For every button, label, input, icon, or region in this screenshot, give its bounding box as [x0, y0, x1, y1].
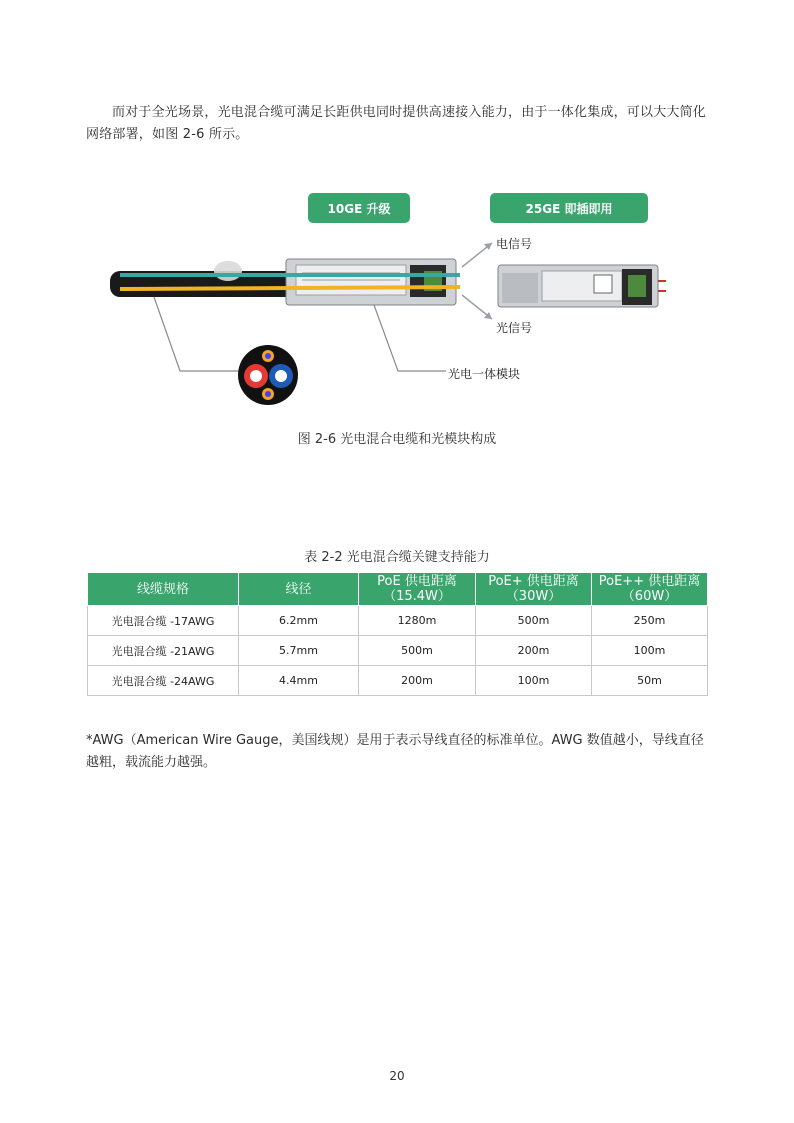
cell-poe-plus-plus: 100m	[592, 636, 708, 666]
awg-footnote: *AWG（American Wire Gauge，美国线规）是用于表示导线直径的标准单位。AWG 数值越小，导线直径越粗，载流能力越强。	[86, 733, 704, 770]
table-row	[88, 636, 708, 666]
cell-poe-plus: 100m	[476, 666, 592, 696]
cell-poe-plus: 500m	[476, 606, 592, 636]
cell-spec: 光电混合缆 -17AWG	[88, 606, 239, 636]
header-poe-plus-plus: PoE++ 供电距离 （60W）	[592, 573, 708, 606]
table-row	[88, 606, 708, 636]
cell-diameter: 4.4mm	[239, 666, 359, 696]
page-number: 20	[389, 1069, 405, 1083]
cell-diameter: 5.7mm	[239, 636, 359, 666]
cell-spec: 光电混合缆 -21AWG	[88, 636, 239, 666]
figure-caption: 图 2-6 光电混合电缆和光模块构成	[297, 432, 497, 447]
cell-poe-plus-plus: 50m	[592, 666, 708, 696]
header-poe-plus: PoE+ 供电距离 （30W）	[476, 573, 592, 606]
pill-25ge-plug-and-play: 25GE 即插即用	[490, 193, 648, 223]
module-10ge	[286, 259, 456, 305]
cell-poe: 200m	[359, 666, 476, 696]
fiber-yellow	[120, 287, 460, 289]
cell-spec: 光电混合缆 -24AWG	[88, 666, 239, 696]
leader-module	[374, 305, 446, 371]
header-poe: PoE 供电距离 （15.4W）	[359, 573, 476, 606]
cell-poe-plus: 200m	[476, 636, 592, 666]
cell-diameter: 6.2mm	[239, 606, 359, 636]
cable-cross-section-icon	[238, 345, 298, 405]
label-optical-signal: 光信号	[496, 321, 533, 335]
cell-poe: 500m	[359, 636, 476, 666]
module-25ge	[498, 265, 666, 307]
figure-optical-module	[110, 185, 690, 415]
cell-poe: 1280m	[359, 606, 476, 636]
capability-table	[87, 572, 708, 696]
pill-10ge-upgrade: 10GE 升级	[308, 193, 410, 223]
table-header-row	[88, 573, 708, 606]
header-diameter: 线径	[239, 573, 359, 606]
module-illustration	[110, 185, 690, 415]
header-cable-spec: 线缆规格	[88, 573, 239, 606]
leader-cable	[154, 297, 246, 371]
cell-poe-plus-plus: 250m	[592, 606, 708, 636]
label-electric-signal: 电信号	[496, 237, 533, 251]
label-optoelectronic-module: 光电一体模块	[448, 367, 521, 381]
intro-paragraph: 而对于全光场景，光电混合缆可满足长距供电同时提供高速接入能力，由于一体化集成，可以大大简化网络部署，如图 2-6 所示。	[86, 105, 707, 142]
table-caption: 表 2-2 光电混合缆关键支持能力	[304, 550, 490, 565]
table-row	[88, 666, 708, 696]
